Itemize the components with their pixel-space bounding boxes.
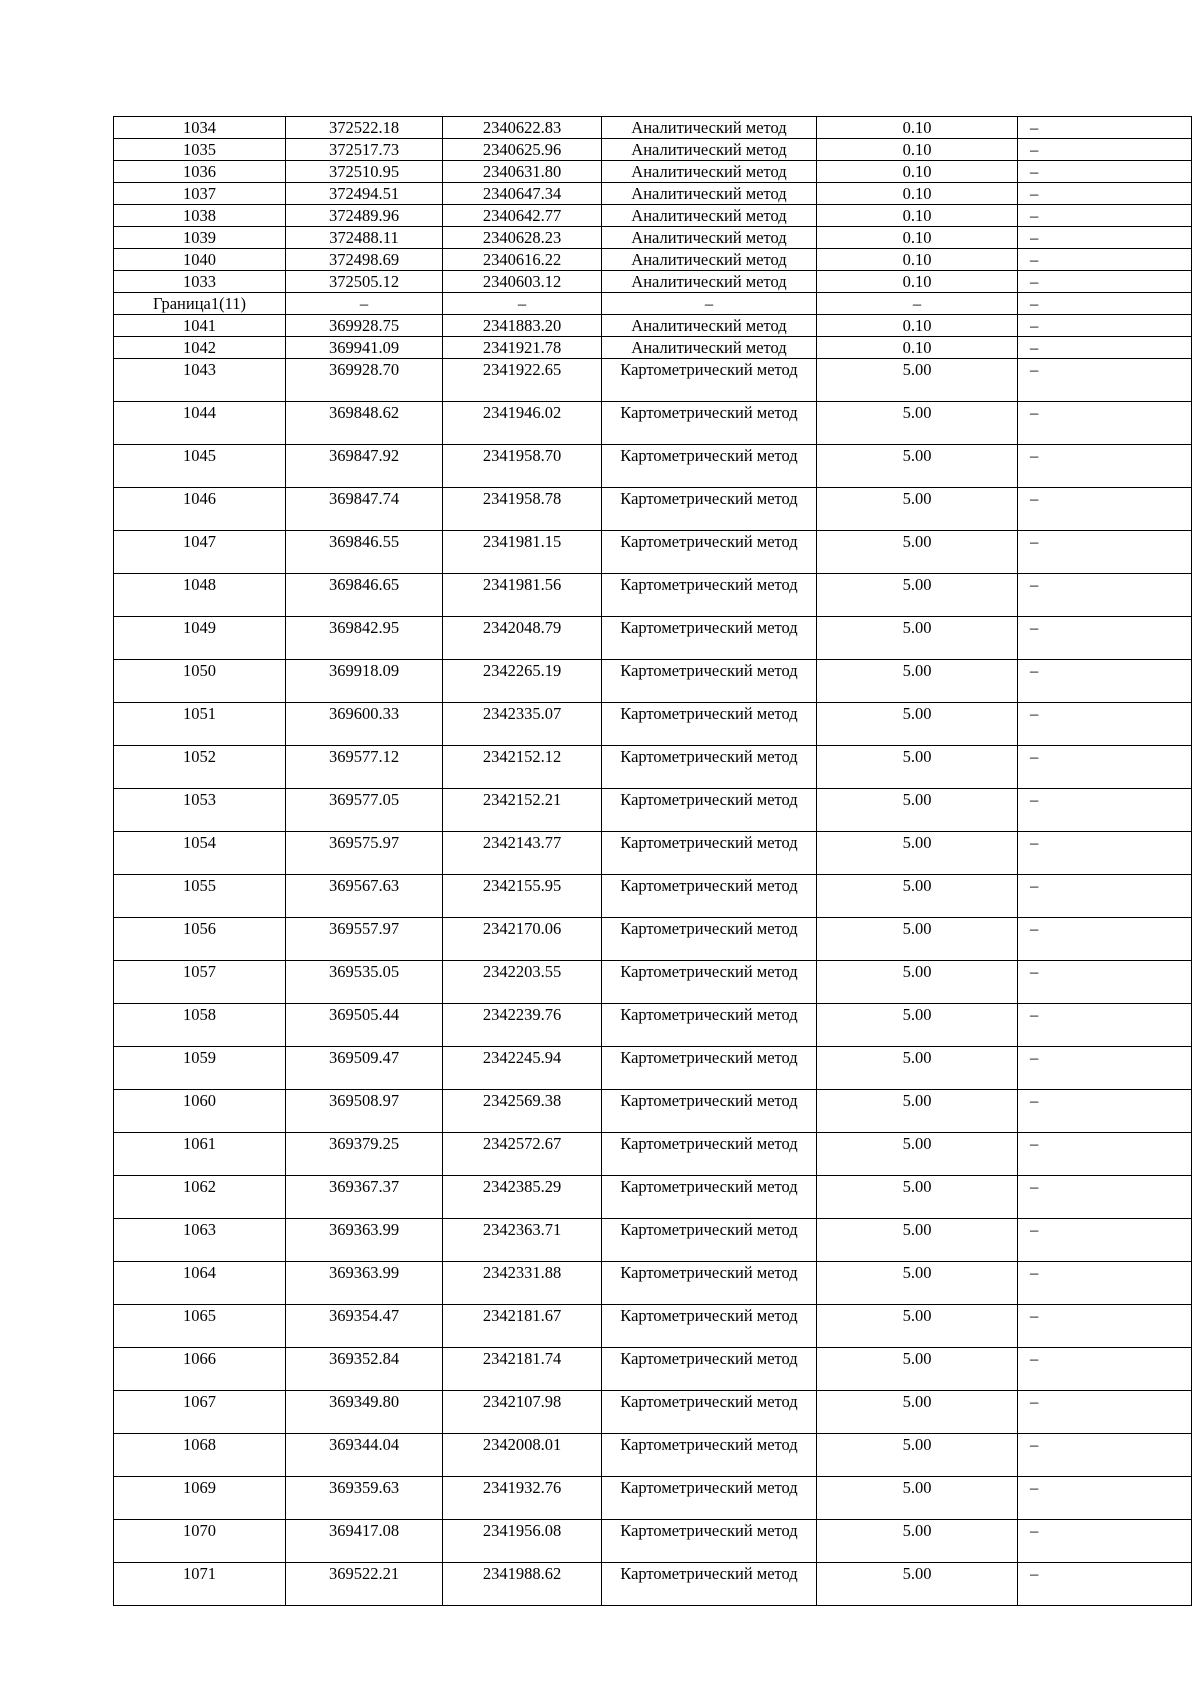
x-coordinate-cell: 372522.18 bbox=[286, 117, 443, 139]
x-coordinate-cell: 372510.95 bbox=[286, 161, 443, 183]
x-coordinate-cell: 369600.33 bbox=[286, 703, 443, 746]
remark-cell: – bbox=[1018, 249, 1192, 271]
point-id-cell: 1068 bbox=[114, 1434, 286, 1477]
accuracy-cell: 0.10 bbox=[817, 183, 1018, 205]
point-id-cell: 1055 bbox=[114, 875, 286, 918]
table-row bbox=[114, 574, 1192, 617]
y-coordinate-cell: 2341988.62 bbox=[443, 1563, 602, 1606]
y-coordinate-cell: 2341981.56 bbox=[443, 574, 602, 617]
accuracy-cell: 0.10 bbox=[817, 205, 1018, 227]
table-row bbox=[114, 703, 1192, 746]
accuracy-cell: 5.00 bbox=[817, 1434, 1018, 1477]
table-row bbox=[114, 1348, 1192, 1391]
x-coordinate-cell: 369359.63 bbox=[286, 1477, 443, 1520]
y-coordinate-cell: 2342008.01 bbox=[443, 1434, 602, 1477]
coordinates-table bbox=[113, 116, 1192, 1606]
point-id-cell: 1059 bbox=[114, 1047, 286, 1090]
x-coordinate-cell: 369352.84 bbox=[286, 1348, 443, 1391]
point-id-cell: 1067 bbox=[114, 1391, 286, 1434]
accuracy-cell: 0.10 bbox=[817, 315, 1018, 337]
method-cell: Картометрический метод bbox=[602, 1434, 817, 1477]
table-row bbox=[114, 918, 1192, 961]
remark-cell: – bbox=[1018, 660, 1192, 703]
point-id-cell: 1041 bbox=[114, 315, 286, 337]
remark-cell: – bbox=[1018, 574, 1192, 617]
table-row bbox=[114, 488, 1192, 531]
remark-cell: – bbox=[1018, 1391, 1192, 1434]
method-cell: Картометрический метод bbox=[602, 1176, 817, 1219]
point-id-cell: 1056 bbox=[114, 918, 286, 961]
method-cell: Картометрический метод bbox=[602, 746, 817, 789]
remark-cell: – bbox=[1018, 746, 1192, 789]
remark-cell: – bbox=[1018, 271, 1192, 293]
accuracy-cell: 0.10 bbox=[817, 249, 1018, 271]
y-coordinate-cell: 2342239.76 bbox=[443, 1004, 602, 1047]
accuracy-cell: 5.00 bbox=[817, 703, 1018, 746]
x-coordinate-cell: 369928.70 bbox=[286, 359, 443, 402]
point-id-cell: 1037 bbox=[114, 183, 286, 205]
method-cell: Картометрический метод bbox=[602, 1563, 817, 1606]
point-id-cell: 1065 bbox=[114, 1305, 286, 1348]
point-id-cell: 1053 bbox=[114, 789, 286, 832]
method-cell: Картометрический метод bbox=[602, 703, 817, 746]
x-coordinate-cell: 369367.37 bbox=[286, 1176, 443, 1219]
point-id-cell: 1044 bbox=[114, 402, 286, 445]
method-cell: Картометрический метод bbox=[602, 789, 817, 832]
y-coordinate-cell: 2341981.15 bbox=[443, 531, 602, 574]
y-coordinate-cell: 2340642.77 bbox=[443, 205, 602, 227]
point-id-cell: 1052 bbox=[114, 746, 286, 789]
x-coordinate-cell: 369848.62 bbox=[286, 402, 443, 445]
accuracy-cell: 5.00 bbox=[817, 961, 1018, 1004]
table-row bbox=[114, 315, 1192, 337]
y-coordinate-cell: 2342181.67 bbox=[443, 1305, 602, 1348]
x-coordinate-cell: 369928.75 bbox=[286, 315, 443, 337]
y-coordinate-cell: 2342363.71 bbox=[443, 1219, 602, 1262]
x-coordinate-cell: 369417.08 bbox=[286, 1520, 443, 1563]
remark-cell: – bbox=[1018, 1563, 1192, 1606]
method-cell: Картометрический метод bbox=[602, 875, 817, 918]
table-row bbox=[114, 161, 1192, 183]
method-cell: Картометрический метод bbox=[602, 445, 817, 488]
y-coordinate-cell: 2340616.22 bbox=[443, 249, 602, 271]
method-cell: Картометрический метод bbox=[602, 961, 817, 1004]
x-coordinate-cell: 372488.11 bbox=[286, 227, 443, 249]
remark-cell: – bbox=[1018, 617, 1192, 660]
point-id-cell: 1049 bbox=[114, 617, 286, 660]
point-id-cell: 1046 bbox=[114, 488, 286, 531]
point-id-cell: 1057 bbox=[114, 961, 286, 1004]
x-coordinate-cell: 372505.12 bbox=[286, 271, 443, 293]
y-coordinate-cell: 2340625.96 bbox=[443, 139, 602, 161]
x-coordinate-cell: 369577.12 bbox=[286, 746, 443, 789]
y-coordinate-cell: 2342572.67 bbox=[443, 1133, 602, 1176]
table-row bbox=[114, 1305, 1192, 1348]
accuracy-cell: 0.10 bbox=[817, 227, 1018, 249]
accuracy-cell: 5.00 bbox=[817, 746, 1018, 789]
table-row bbox=[114, 1004, 1192, 1047]
table-row bbox=[114, 746, 1192, 789]
table-row bbox=[114, 1391, 1192, 1434]
y-coordinate-cell: 2342143.77 bbox=[443, 832, 602, 875]
x-coordinate-cell: 372494.51 bbox=[286, 183, 443, 205]
remark-cell: – bbox=[1018, 832, 1192, 875]
remark-cell: – bbox=[1018, 205, 1192, 227]
point-id-cell: 1045 bbox=[114, 445, 286, 488]
table-row bbox=[114, 875, 1192, 918]
x-coordinate-cell: 369535.05 bbox=[286, 961, 443, 1004]
point-id-cell: Граница1(11) bbox=[114, 293, 286, 315]
accuracy-cell: 0.10 bbox=[817, 337, 1018, 359]
y-coordinate-cell: 2342203.55 bbox=[443, 961, 602, 1004]
x-coordinate-cell: 369846.55 bbox=[286, 531, 443, 574]
table-row bbox=[114, 1477, 1192, 1520]
table-row bbox=[114, 832, 1192, 875]
method-cell: Картометрический метод bbox=[602, 1047, 817, 1090]
remark-cell: – bbox=[1018, 445, 1192, 488]
table-row bbox=[114, 789, 1192, 832]
accuracy-cell: 5.00 bbox=[817, 1348, 1018, 1391]
method-cell: Картометрический метод bbox=[602, 488, 817, 531]
y-coordinate-cell: 2341921.78 bbox=[443, 337, 602, 359]
method-cell: Картометрический метод bbox=[602, 832, 817, 875]
x-coordinate-cell: 369354.47 bbox=[286, 1305, 443, 1348]
y-coordinate-cell: 2341956.08 bbox=[443, 1520, 602, 1563]
accuracy-cell: 5.00 bbox=[817, 1047, 1018, 1090]
remark-cell: – bbox=[1018, 531, 1192, 574]
point-id-cell: 1061 bbox=[114, 1133, 286, 1176]
method-cell: Аналитический метод bbox=[602, 139, 817, 161]
accuracy-cell: 5.00 bbox=[817, 1133, 1018, 1176]
x-coordinate-cell: 369846.65 bbox=[286, 574, 443, 617]
table-row bbox=[114, 183, 1192, 205]
y-coordinate-cell: 2340647.34 bbox=[443, 183, 602, 205]
table-row bbox=[114, 359, 1192, 402]
table-row bbox=[114, 139, 1192, 161]
remark-cell: – bbox=[1018, 875, 1192, 918]
method-cell: Аналитический метод bbox=[602, 249, 817, 271]
method-cell: Аналитический метод bbox=[602, 205, 817, 227]
remark-cell: – bbox=[1018, 1477, 1192, 1520]
method-cell: Аналитический метод bbox=[602, 271, 817, 293]
accuracy-cell: 5.00 bbox=[817, 617, 1018, 660]
remark-cell: – bbox=[1018, 227, 1192, 249]
x-coordinate-cell: 369575.97 bbox=[286, 832, 443, 875]
method-cell: Аналитический метод bbox=[602, 337, 817, 359]
table-row bbox=[114, 445, 1192, 488]
x-coordinate-cell: 369847.92 bbox=[286, 445, 443, 488]
x-coordinate-cell: 369557.97 bbox=[286, 918, 443, 961]
remark-cell: – bbox=[1018, 1520, 1192, 1563]
remark-cell: – bbox=[1018, 1047, 1192, 1090]
table-row bbox=[114, 1520, 1192, 1563]
remark-cell: – bbox=[1018, 1305, 1192, 1348]
x-coordinate-cell: 369918.09 bbox=[286, 660, 443, 703]
point-id-cell: 1042 bbox=[114, 337, 286, 359]
method-cell: Картометрический метод bbox=[602, 1477, 817, 1520]
table-row bbox=[114, 117, 1192, 139]
remark-cell: – bbox=[1018, 402, 1192, 445]
point-id-cell: 1036 bbox=[114, 161, 286, 183]
remark-cell: – bbox=[1018, 918, 1192, 961]
table-row bbox=[114, 1133, 1192, 1176]
method-cell: Картометрический метод bbox=[602, 1391, 817, 1434]
point-id-cell: 1069 bbox=[114, 1477, 286, 1520]
point-id-cell: 1035 bbox=[114, 139, 286, 161]
method-cell: Картометрический метод bbox=[602, 1305, 817, 1348]
method-cell: Аналитический метод bbox=[602, 117, 817, 139]
accuracy-cell: 5.00 bbox=[817, 574, 1018, 617]
table-row bbox=[114, 271, 1192, 293]
table-row bbox=[114, 1176, 1192, 1219]
accuracy-cell: 5.00 bbox=[817, 1391, 1018, 1434]
x-coordinate-cell: 372517.73 bbox=[286, 139, 443, 161]
remark-cell: – bbox=[1018, 703, 1192, 746]
remark-cell: – bbox=[1018, 117, 1192, 139]
accuracy-cell: 5.00 bbox=[817, 1477, 1018, 1520]
point-id-cell: 1047 bbox=[114, 531, 286, 574]
x-coordinate-cell: 369941.09 bbox=[286, 337, 443, 359]
accuracy-cell: 5.00 bbox=[817, 402, 1018, 445]
method-cell: Аналитический метод bbox=[602, 227, 817, 249]
table-row bbox=[114, 617, 1192, 660]
method-cell: Картометрический метод bbox=[602, 1520, 817, 1563]
table-row bbox=[114, 337, 1192, 359]
table-row bbox=[114, 1090, 1192, 1133]
x-coordinate-cell: 369505.44 bbox=[286, 1004, 443, 1047]
y-coordinate-cell: 2342245.94 bbox=[443, 1047, 602, 1090]
accuracy-cell: 5.00 bbox=[817, 445, 1018, 488]
accuracy-cell: 5.00 bbox=[817, 1305, 1018, 1348]
table-row bbox=[114, 205, 1192, 227]
method-cell: Аналитический метод bbox=[602, 315, 817, 337]
accuracy-cell: 5.00 bbox=[817, 1090, 1018, 1133]
remark-cell: – bbox=[1018, 1434, 1192, 1477]
point-id-cell: 1060 bbox=[114, 1090, 286, 1133]
y-coordinate-cell: 2342107.98 bbox=[443, 1391, 602, 1434]
coordinates-table-body bbox=[114, 117, 1192, 1606]
x-coordinate-cell: 369363.99 bbox=[286, 1262, 443, 1305]
table-row bbox=[114, 249, 1192, 271]
y-coordinate-cell: 2342335.07 bbox=[443, 703, 602, 746]
y-coordinate-cell: 2342170.06 bbox=[443, 918, 602, 961]
accuracy-cell: 5.00 bbox=[817, 1219, 1018, 1262]
point-id-cell: 1064 bbox=[114, 1262, 286, 1305]
remark-cell: – bbox=[1018, 139, 1192, 161]
y-coordinate-cell: 2341883.20 bbox=[443, 315, 602, 337]
accuracy-cell: 5.00 bbox=[817, 918, 1018, 961]
y-coordinate-cell: 2341958.70 bbox=[443, 445, 602, 488]
accuracy-cell: – bbox=[817, 293, 1018, 315]
y-coordinate-cell: 2341932.76 bbox=[443, 1477, 602, 1520]
method-cell: Аналитический метод bbox=[602, 183, 817, 205]
y-coordinate-cell: 2342331.88 bbox=[443, 1262, 602, 1305]
table-row bbox=[114, 531, 1192, 574]
point-id-cell: 1054 bbox=[114, 832, 286, 875]
method-cell: Картометрический метод bbox=[602, 1262, 817, 1305]
accuracy-cell: 5.00 bbox=[817, 1004, 1018, 1047]
method-cell: Картометрический метод bbox=[602, 359, 817, 402]
accuracy-cell: 5.00 bbox=[817, 1520, 1018, 1563]
table-row bbox=[114, 961, 1192, 1004]
accuracy-cell: 5.00 bbox=[817, 488, 1018, 531]
remark-cell: – bbox=[1018, 1133, 1192, 1176]
x-coordinate-cell: 369344.04 bbox=[286, 1434, 443, 1477]
accuracy-cell: 5.00 bbox=[817, 1176, 1018, 1219]
remark-cell: – bbox=[1018, 161, 1192, 183]
table-row bbox=[114, 1563, 1192, 1606]
point-id-cell: 1058 bbox=[114, 1004, 286, 1047]
point-id-cell: 1039 bbox=[114, 227, 286, 249]
remark-cell: – bbox=[1018, 488, 1192, 531]
point-id-cell: 1066 bbox=[114, 1348, 286, 1391]
x-coordinate-cell: 369522.21 bbox=[286, 1563, 443, 1606]
table-row bbox=[114, 1219, 1192, 1262]
y-coordinate-cell: 2340603.12 bbox=[443, 271, 602, 293]
table-row bbox=[114, 402, 1192, 445]
x-coordinate-cell: 369509.47 bbox=[286, 1047, 443, 1090]
y-coordinate-cell: 2342265.19 bbox=[443, 660, 602, 703]
x-coordinate-cell: 372498.69 bbox=[286, 249, 443, 271]
y-coordinate-cell: 2342181.74 bbox=[443, 1348, 602, 1391]
accuracy-cell: 5.00 bbox=[817, 1563, 1018, 1606]
remark-cell: – bbox=[1018, 183, 1192, 205]
point-id-cell: 1062 bbox=[114, 1176, 286, 1219]
y-coordinate-cell: 2340622.83 bbox=[443, 117, 602, 139]
remark-cell: – bbox=[1018, 315, 1192, 337]
x-coordinate-cell: – bbox=[286, 293, 443, 315]
remark-cell: – bbox=[1018, 359, 1192, 402]
accuracy-cell: 5.00 bbox=[817, 1262, 1018, 1305]
y-coordinate-cell: 2342385.29 bbox=[443, 1176, 602, 1219]
accuracy-cell: 0.10 bbox=[817, 161, 1018, 183]
remark-cell: – bbox=[1018, 1004, 1192, 1047]
point-id-cell: 1048 bbox=[114, 574, 286, 617]
accuracy-cell: 0.10 bbox=[817, 117, 1018, 139]
accuracy-cell: 5.00 bbox=[817, 875, 1018, 918]
y-coordinate-cell: 2340631.80 bbox=[443, 161, 602, 183]
method-cell: Картометрический метод bbox=[602, 1133, 817, 1176]
remark-cell: – bbox=[1018, 1262, 1192, 1305]
method-cell: – bbox=[602, 293, 817, 315]
accuracy-cell: 5.00 bbox=[817, 832, 1018, 875]
method-cell: Картометрический метод bbox=[602, 617, 817, 660]
y-coordinate-cell: 2341958.78 bbox=[443, 488, 602, 531]
x-coordinate-cell: 369567.63 bbox=[286, 875, 443, 918]
y-coordinate-cell: 2342152.12 bbox=[443, 746, 602, 789]
accuracy-cell: 5.00 bbox=[817, 789, 1018, 832]
point-id-cell: 1040 bbox=[114, 249, 286, 271]
x-coordinate-cell: 369847.74 bbox=[286, 488, 443, 531]
x-coordinate-cell: 369379.25 bbox=[286, 1133, 443, 1176]
method-cell: Картометрический метод bbox=[602, 1348, 817, 1391]
y-coordinate-cell: 2342155.95 bbox=[443, 875, 602, 918]
y-coordinate-cell: 2342048.79 bbox=[443, 617, 602, 660]
method-cell: Картометрический метод bbox=[602, 1219, 817, 1262]
table-row bbox=[114, 293, 1192, 315]
table-row bbox=[114, 227, 1192, 249]
method-cell: Картометрический метод bbox=[602, 918, 817, 961]
point-id-cell: 1051 bbox=[114, 703, 286, 746]
accuracy-cell: 0.10 bbox=[817, 139, 1018, 161]
remark-cell: – bbox=[1018, 1176, 1192, 1219]
method-cell: Картометрический метод bbox=[602, 574, 817, 617]
method-cell: Аналитический метод bbox=[602, 161, 817, 183]
y-coordinate-cell: 2342152.21 bbox=[443, 789, 602, 832]
x-coordinate-cell: 369577.05 bbox=[286, 789, 443, 832]
remark-cell: – bbox=[1018, 961, 1192, 1004]
point-id-cell: 1034 bbox=[114, 117, 286, 139]
x-coordinate-cell: 369842.95 bbox=[286, 617, 443, 660]
method-cell: Картометрический метод bbox=[602, 1004, 817, 1047]
accuracy-cell: 5.00 bbox=[817, 660, 1018, 703]
remark-cell: – bbox=[1018, 293, 1192, 315]
table-row bbox=[114, 1434, 1192, 1477]
accuracy-cell: 5.00 bbox=[817, 359, 1018, 402]
table-row bbox=[114, 1262, 1192, 1305]
y-coordinate-cell: – bbox=[443, 293, 602, 315]
point-id-cell: 1070 bbox=[114, 1520, 286, 1563]
point-id-cell: 1063 bbox=[114, 1219, 286, 1262]
method-cell: Картометрический метод bbox=[602, 660, 817, 703]
y-coordinate-cell: 2342569.38 bbox=[443, 1090, 602, 1133]
point-id-cell: 1050 bbox=[114, 660, 286, 703]
y-coordinate-cell: 2341922.65 bbox=[443, 359, 602, 402]
accuracy-cell: 0.10 bbox=[817, 271, 1018, 293]
remark-cell: – bbox=[1018, 1348, 1192, 1391]
method-cell: Картометрический метод bbox=[602, 531, 817, 574]
remark-cell: – bbox=[1018, 1219, 1192, 1262]
x-coordinate-cell: 369508.97 bbox=[286, 1090, 443, 1133]
remark-cell: – bbox=[1018, 789, 1192, 832]
point-id-cell: 1043 bbox=[114, 359, 286, 402]
point-id-cell: 1071 bbox=[114, 1563, 286, 1606]
accuracy-cell: 5.00 bbox=[817, 531, 1018, 574]
x-coordinate-cell: 372489.96 bbox=[286, 205, 443, 227]
remark-cell: – bbox=[1018, 1090, 1192, 1133]
table-row bbox=[114, 660, 1192, 703]
y-coordinate-cell: 2340628.23 bbox=[443, 227, 602, 249]
x-coordinate-cell: 369349.80 bbox=[286, 1391, 443, 1434]
point-id-cell: 1033 bbox=[114, 271, 286, 293]
table-row bbox=[114, 1047, 1192, 1090]
point-id-cell: 1038 bbox=[114, 205, 286, 227]
y-coordinate-cell: 2341946.02 bbox=[443, 402, 602, 445]
remark-cell: – bbox=[1018, 337, 1192, 359]
x-coordinate-cell: 369363.99 bbox=[286, 1219, 443, 1262]
method-cell: Картометрический метод bbox=[602, 1090, 817, 1133]
method-cell: Картометрический метод bbox=[602, 402, 817, 445]
